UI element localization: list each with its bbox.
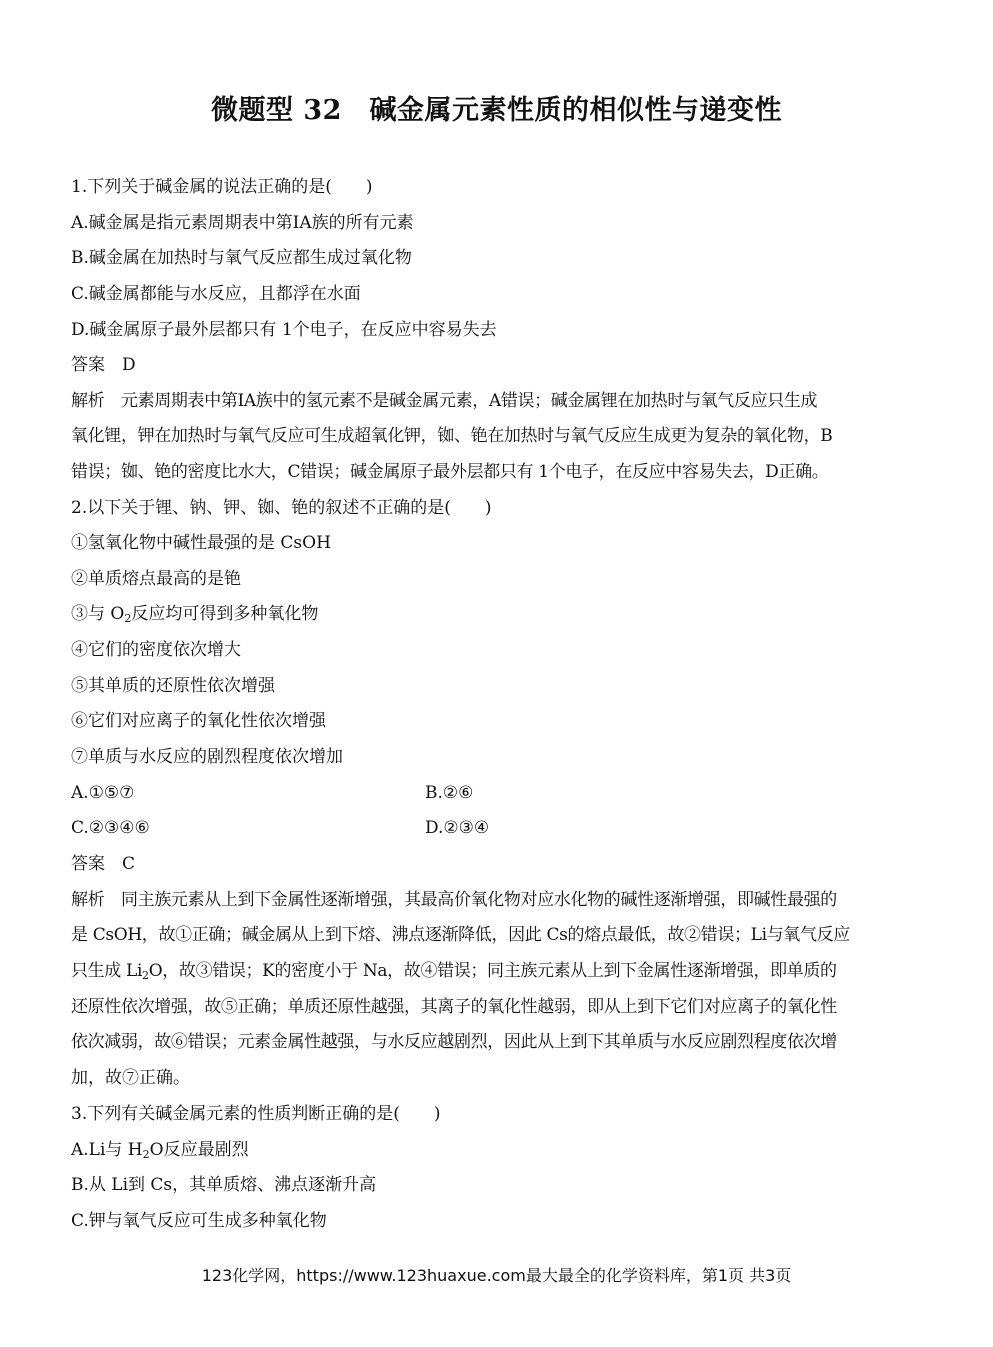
q2-analysis-line: 是 CsOH，故①正确；碱金属从上到下熔、沸点逐渐降低，因此 Cs的熔点最低，故②错误；Li与氧气反应 [71,925,850,945]
q2-analysis-text: 只生成 Li [71,961,143,981]
q3-option-a-text: A.Li与 H [71,1140,143,1160]
subscript: 2 [142,969,149,982]
subscript: 2 [142,1148,150,1161]
page-footer: 123化学网，https://www.123huaxue.com最大最全的化学资料库，第1页 共3页 [201,1266,792,1285]
q3-stem: 3.下列有关碱金属元素的性质判断正确的是( ) [71,1104,441,1124]
q2-statement-3 [71,602,318,626]
page-title: 微题型 32 碱金属元素性质的相似性与递变性 [211,95,782,126]
q2-statement-1: ①氢氧化物中碱性最强的是 CsOH [71,533,331,553]
q2-statement-2: ②单质熔点最高的是铯 [71,569,241,589]
q2-stem: 2.以下关于锂、钠、钾、铷、铯的叙述不正确的是( ) [71,498,492,518]
q2-option-c: C.②③④⑥ [71,818,150,838]
q2-statement-3-text: ③与 O [71,604,125,624]
q2-statement-4: ④它们的密度依次增大 [71,640,241,660]
q2-analysis-line: 解析 同主族元素从上到下金属性逐渐增强，其最高价氧化物对应水化物的碱性逐渐增强，即碱性最强的 [71,890,837,910]
q2-analysis-line: 加，故⑦正确。 [71,1068,190,1088]
q2-statement-6: ⑥它们对应离子的氧化性依次增强 [71,711,326,731]
q2-analysis-text: O，故③错误；K的密度小于 Na，故④错误；同主族元素从上到下金属性逐渐增强，即单质的 [148,961,837,981]
q1-analysis-line: 解析 元素周期表中第ⅠA族中的氢元素不是碱金属元素，A错误；碱金属锂在加热时与氧气反应只生成 [71,391,818,411]
q2-analysis-line: 还原性依次增强，故⑤正确；单质还原性越强，其离子的氧化性越弱，即从上到下它们对应离子的氧化性 [71,997,837,1017]
q1-answer: 答案 D [71,355,136,375]
q2-answer: 答案 C [71,854,136,874]
q2-statement-7: ⑦单质与水反应的剧烈程度依次增加 [71,747,343,767]
q2-analysis-line: 依次减弱，故⑥错误；元素金属性越强，与水反应越剧烈，因此从上到下其单质与水反应剧烈程度依次增 [71,1032,837,1052]
q1-analysis-line: 错误；铷、铯的密度比水大，C错误；碱金属原子最外层都只有 1个电子，在反应中容易失去，D正确。 [71,462,829,482]
q2-option-d: D.②③④ [425,818,490,838]
q2-statement-3-text: 反应均可得到多种氧化物 [131,604,319,624]
q3-option-b: B.从 Li到 Cs，其单质熔、沸点逐渐升高 [71,1175,377,1195]
q3-option-a-text: O反应最剧烈 [149,1140,249,1160]
q2-statement-5: ⑤其单质的还原性依次增强 [71,676,275,696]
q1-option-a: A.碱金属是指元素周期表中第ⅠA族的所有元素 [71,213,414,233]
q3-option-a [71,1138,249,1162]
q2-analysis-line [71,959,837,983]
q1-stem: 1.下列关于碱金属的说法正确的是( ) [71,177,373,197]
q1-option-b: B.碱金属在加热时与氧气反应都生成过氧化物 [71,248,412,268]
q2-option-b: B.②⑥ [425,783,474,803]
q1-option-d: D.碱金属原子最外层都只有 1个电子，在反应中容易失去 [71,320,497,340]
q3-option-c: C.钾与氧气反应可生成多种氧化物 [71,1211,327,1231]
q1-analysis-line: 氧化锂，钾在加热时与氧气反应可生成超氧化钾，铷、铯在加热时与氧气反应生成更为复杂的氧化物，B [71,426,833,446]
subscript: 2 [124,612,132,625]
q2-option-a: A.①⑤⑦ [71,783,135,803]
q1-option-c: C.碱金属都能与水反应，且都浮在水面 [71,284,361,304]
